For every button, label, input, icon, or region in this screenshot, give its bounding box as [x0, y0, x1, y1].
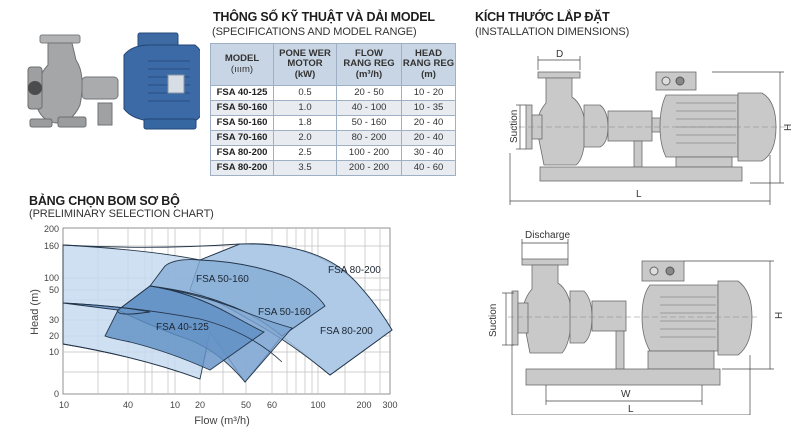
cell-model: FSA 40-125	[211, 86, 274, 101]
cell-flow: 40 - 100	[337, 101, 402, 116]
cell-head: 10 - 20	[402, 86, 456, 101]
table-row	[211, 161, 456, 176]
cell-power: 3.5	[274, 161, 337, 176]
table-row	[211, 101, 456, 116]
install-title: KÍCH THƯỚC LẮP ĐẶT	[475, 10, 610, 24]
cell-power: 1.8	[274, 116, 337, 131]
install-subtitle: (INSTALLATION DIMENSIONS)	[475, 26, 630, 38]
col-header-head	[402, 44, 456, 86]
specs-header-row	[211, 44, 456, 86]
cell-flow: 200 - 200	[337, 161, 402, 176]
y-axis-label: Head (m)	[29, 289, 41, 335]
dim-h-label: H	[783, 123, 794, 131]
cell-head: 10 - 35	[402, 101, 456, 116]
y-tick: 30	[48, 315, 59, 325]
installation-diagram-bottom	[480, 215, 800, 415]
table-row	[211, 131, 456, 146]
dim-l-label: L	[628, 404, 634, 415]
dim-d-label: D	[556, 49, 564, 60]
header-text: PONE WER	[279, 47, 331, 59]
cell-model: FSA 70-160	[211, 131, 274, 146]
cell-head: 20 - 40	[402, 131, 456, 146]
table-row	[211, 146, 456, 161]
label-fsa-50-160-upper: FSA 50-160	[196, 274, 249, 285]
cell-flow: 20 - 50	[337, 86, 402, 101]
x-tick: 20	[194, 400, 206, 410]
installation-diagram-top	[480, 45, 800, 210]
label-fsa-80-200-top: FSA 80-200	[328, 265, 381, 276]
y-tick: 100	[43, 273, 59, 283]
label-fsa-80-200-bottom: FSA 80-200	[320, 326, 373, 337]
cell-head: 30 - 40	[402, 146, 456, 161]
x-axis-label: Flow (m³/h)	[194, 415, 250, 427]
specs-title: THÔNG SỐ KỸ THUẬT VÀ DẢI MODEL	[213, 10, 435, 24]
y-tick: 20	[48, 331, 59, 341]
cell-head: 40 - 60	[402, 161, 456, 176]
dim-w-label: W	[621, 389, 631, 400]
dim-h-label: H	[774, 311, 785, 319]
x-tick: 40	[122, 400, 134, 410]
header-text: MODEL	[224, 53, 260, 64]
x-tick: 300	[382, 400, 398, 410]
x-tick: 10	[169, 400, 181, 410]
header-text: FLOW	[355, 47, 383, 59]
dim-suction-label: Suction	[488, 303, 499, 337]
y-tick: 50	[48, 285, 59, 295]
cell-power: 2.0	[274, 131, 337, 146]
product-photo	[20, 25, 200, 140]
x-tick: 100	[310, 400, 326, 410]
y-tick: 10	[48, 347, 59, 357]
cell-model: FSA 50-160	[211, 101, 274, 116]
chart-title: BẢNG CHỌN BOM SƠ BỘ	[29, 194, 180, 208]
specs-table	[210, 43, 456, 176]
cell-power: 0.5	[274, 86, 337, 101]
label-fsa-50-160-lower: FSA 50-160	[258, 307, 311, 318]
x-tick: 10	[58, 400, 70, 410]
cell-flow: 100 - 200	[337, 146, 402, 161]
header-text: RANG REG	[402, 58, 455, 70]
cell-power: 1.0	[274, 101, 337, 116]
col-header-power	[274, 44, 337, 86]
col-header-model	[211, 44, 274, 86]
x-tick: 200	[356, 400, 372, 410]
label-fsa-40-125: FSA 40-125	[156, 322, 209, 333]
cell-flow: 50 - 160	[337, 116, 402, 131]
dim-discharge-label: Discharge	[525, 230, 571, 241]
specs-subtitle: (SPECIFICATIONS AND MODEL RANGE)	[212, 26, 417, 38]
table-row	[211, 86, 456, 101]
cell-head: 20 - 40	[402, 116, 456, 131]
header-text: (m³/h)	[355, 68, 383, 80]
x-tick: 50	[240, 400, 252, 410]
cell-model: FSA 80-200	[211, 146, 274, 161]
selection-chart	[0, 222, 420, 437]
specs-table-container	[210, 43, 456, 176]
y-tick: 0	[53, 389, 59, 399]
header-text: MOTOR	[287, 58, 323, 70]
dim-suction-label: Suction	[509, 109, 520, 143]
header-text: RANG REG	[343, 58, 395, 70]
y-tick: 160	[43, 241, 59, 251]
header-text: (kW)	[294, 68, 316, 80]
cell-power: 2.5	[274, 146, 337, 161]
cell-model: FSA 50-160	[211, 116, 274, 131]
cell-model: FSA 80-200	[211, 161, 274, 176]
x-tick: 60	[266, 400, 278, 410]
dim-l-label: L	[636, 189, 642, 200]
col-header-flow	[337, 44, 402, 86]
chart-subtitle: (PRELIMINARY SELECTION CHART)	[29, 208, 214, 220]
header-text: (ııım)	[230, 63, 254, 75]
header-text: HEAD	[415, 47, 442, 59]
cell-flow: 80 - 200	[337, 131, 402, 146]
y-tick: 200	[43, 224, 59, 234]
header-text: (m)	[421, 68, 436, 80]
table-row	[211, 116, 456, 131]
